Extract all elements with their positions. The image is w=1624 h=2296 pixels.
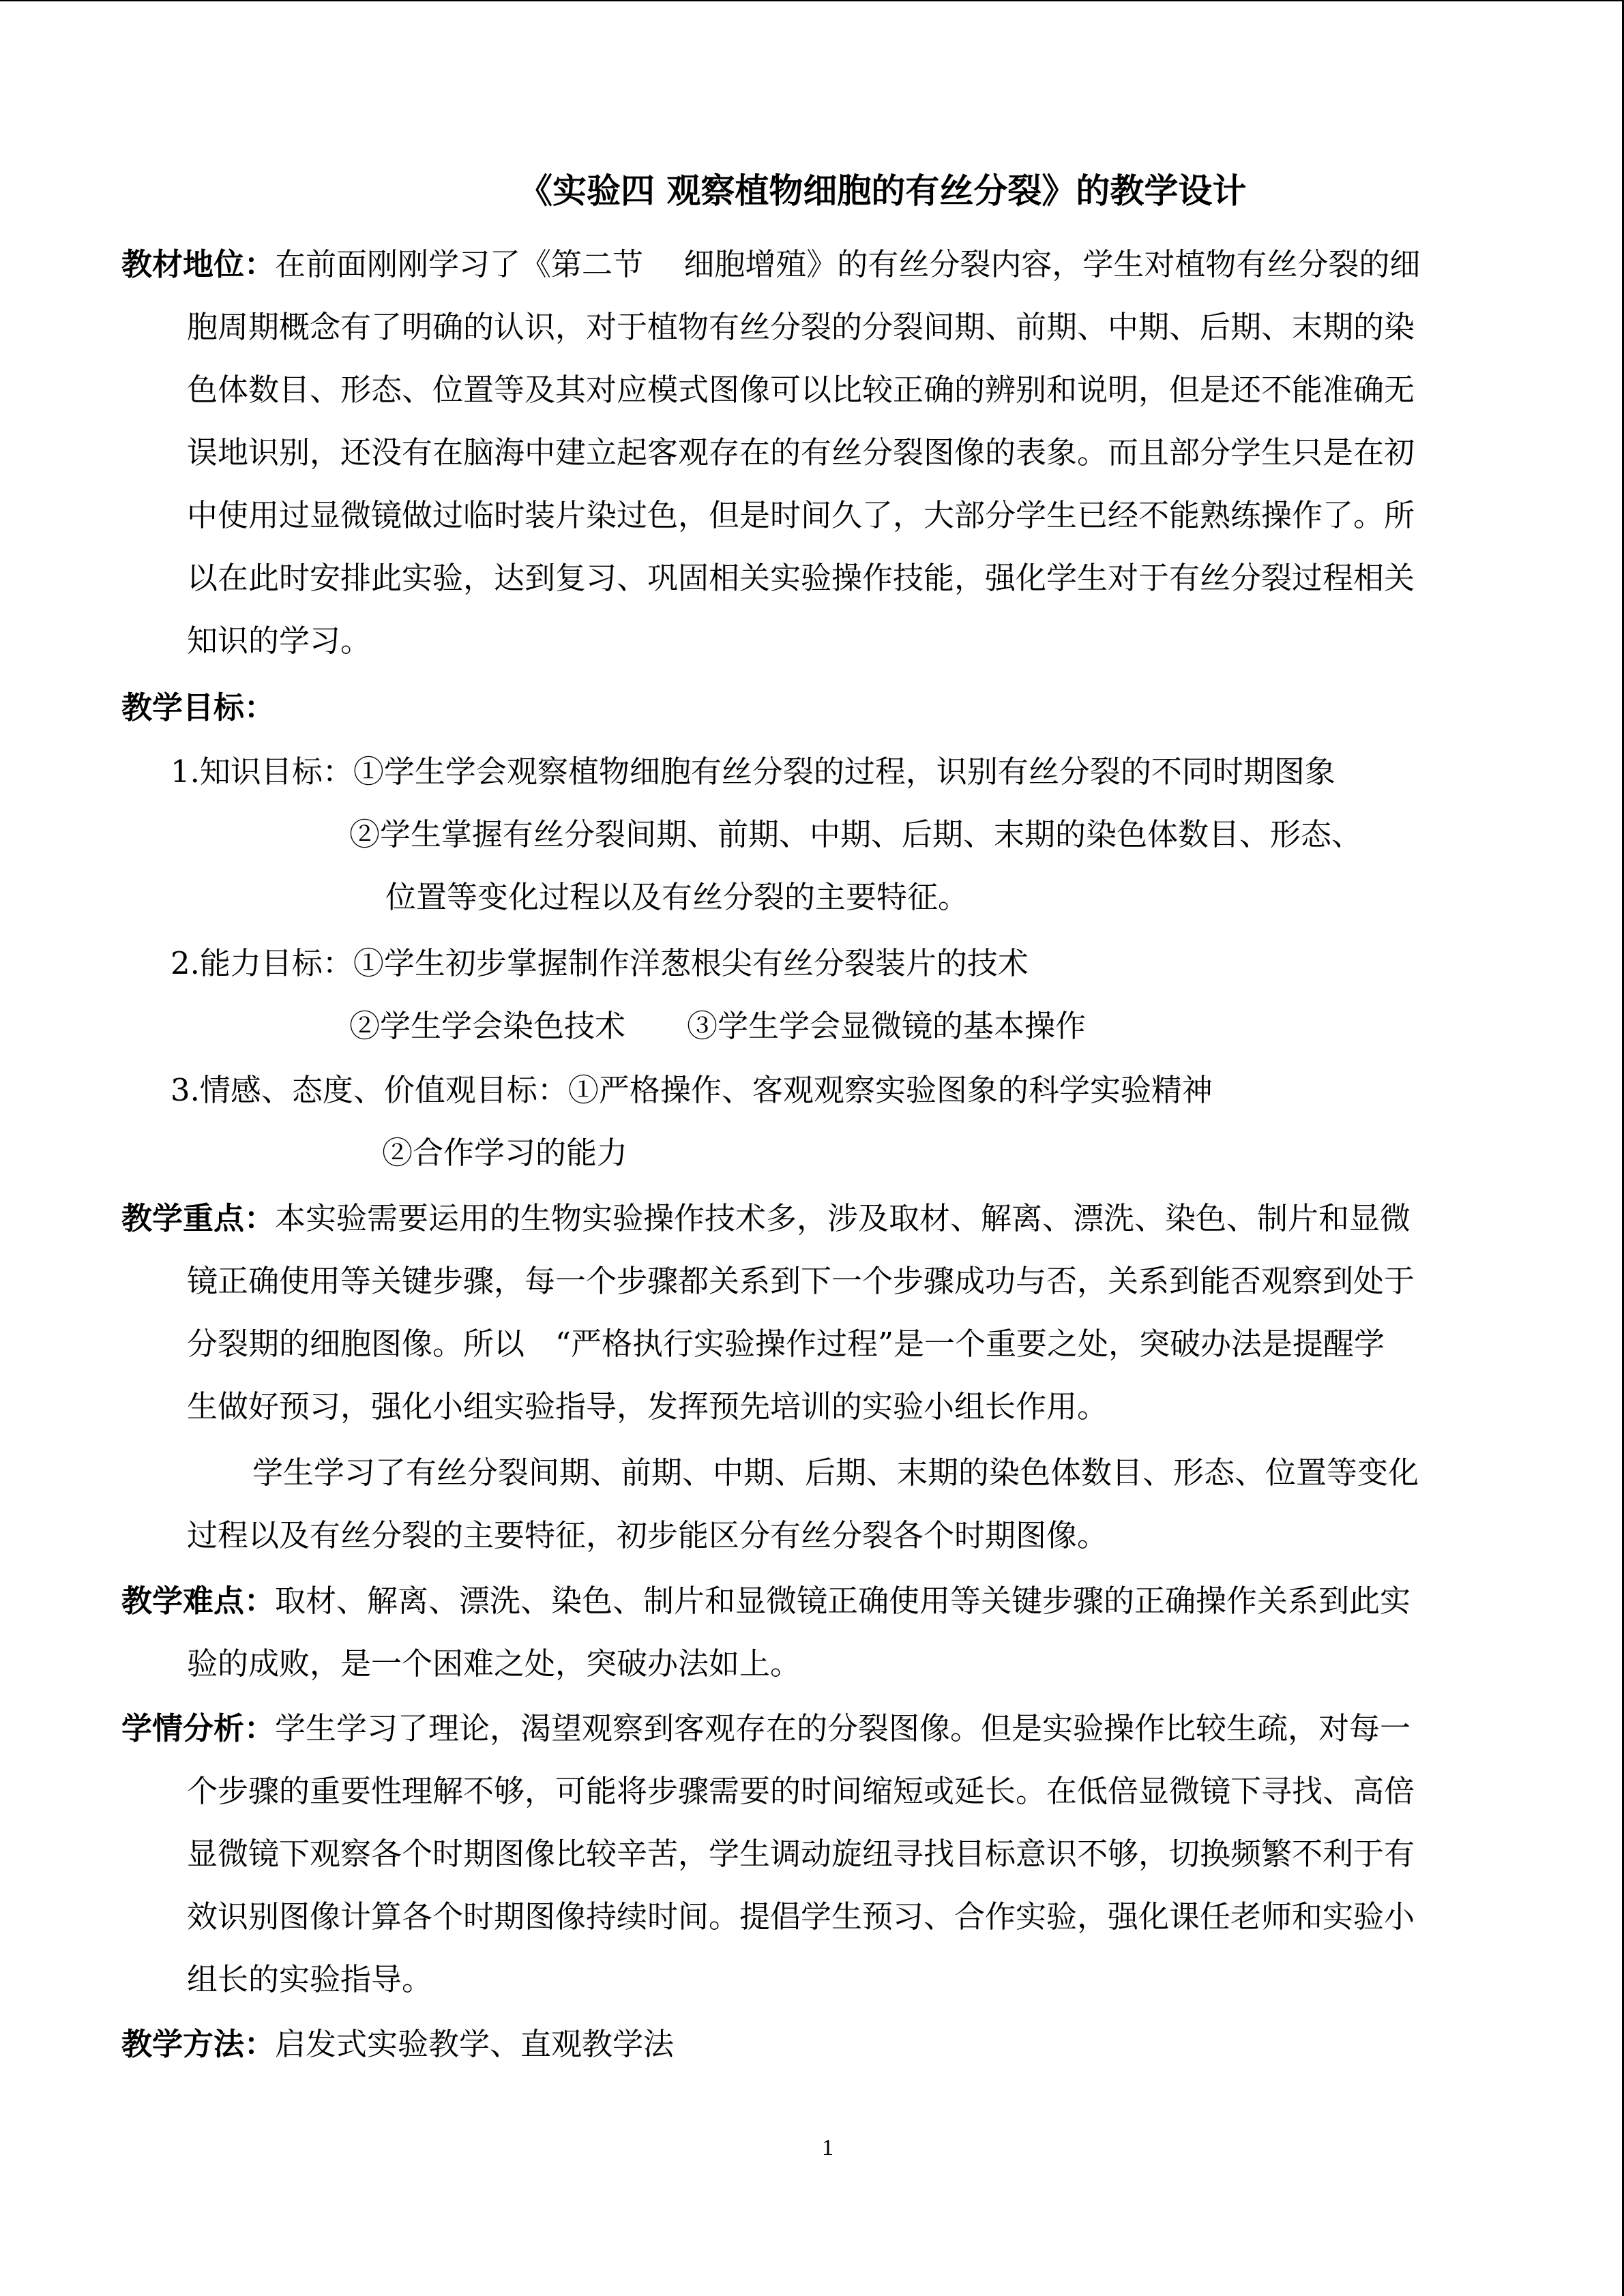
section-difficulties-label: 教学难点： [121,1583,276,1619]
section-keypoints-line-5: 学生学习了有丝分裂间期、前期、中期、后期、末期的染色体数目、形态、位置等变化 [252,1455,1419,1491]
section-keypoints-line-2: 镜正确使用等关键步骤，每一个步骤都关系到下一个步骤成功与否，关系到能否观察到处于 [187,1263,1415,1299]
section-keypoints-label: 教学重点： [121,1200,276,1236]
section-analysis-line-4: 效识别图像计算各个时期图像持续时间。提倡学生预习、合作实验，强化课任老师和实验小 [187,1898,1415,1935]
section-objectives-label: 教学目标： [121,689,276,726]
section-position-label: 教材地位： [121,246,276,282]
section-analysis-line-1: 学情分析：学生学习了理论，渴望观察到客观存在的分裂图像。但是实验操作比较生疏，对每一 [121,1710,1411,1746]
section-methods-line-1: 教学方法：启发式实验教学、直观教学法 [121,2026,675,2062]
section-position-line-7: 知识的学习。 [187,623,372,659]
section-position-line-6: 以在此时安排此实验，达到复习、巩固相关实验操作技能，强化学生对于有丝分裂过程相关 [187,560,1415,596]
objective-affect-1: 3.情感、态度、价值观目标：①严格操作、客观观察实验图象的科学实验精神 [171,1072,1213,1108]
section-analysis-line-3: 显微镜下观察各个时期图像比较辛苦，学生调动旋纽寻找目标意识不够，切换频繁不利于有 [187,1836,1415,1872]
objective-knowledge-2: ②学生掌握有丝分裂间期、前期、中期、后期、末期的染色体数目、形态、 [349,816,1363,852]
section-keypoints-line-1: 教学重点：本实验需要运用的生物实验操作技术多，涉及取材、解离、漂洗、染色、制片和显微 [121,1200,1411,1236]
document-title: 《实验四 观察植物细胞的有丝分裂》的教学设计 [518,170,1247,211]
section-position-line-1: 教材地位：在前面刚刚学习了《第二节 细胞增殖》的有丝分裂内容，学生对植物有丝分裂的细 [121,246,1421,282]
section-analysis-line-2: 个步骤的重要性理解不够，可能将步骤需要的时间缩短或延长。在低倍显微镜下寻找、高倍 [187,1773,1415,1809]
section-methods-label: 教学方法： [121,2026,276,2062]
section-position-line-4: 误地识别，还没有在脑海中建立起客观存在的有丝分裂图像的表象。而且部分学生只是在初 [187,434,1415,471]
section-analysis-line-5: 组长的实验指导。 [187,1961,433,1997]
section-keypoints-line-3: 分裂期的细胞图像。所以 “严格执行实验操作过程”是一个重要之处，突破办法是提醒学 [187,1326,1385,1362]
section-position-line-5: 中使用过显微镜做过临时装片染过色，但是时间久了，大部分学生已经不能熟练操作了。所 [187,497,1415,533]
objective-ability-2: ②学生学会染色技术 ③学生学会显微镜的基本操作 [349,1008,1087,1044]
section-keypoints-line-6: 过程以及有丝分裂的主要特征，初步能区分有丝分裂各个时期图像。 [187,1517,1108,1553]
section-difficulties-line-1: 教学难点：取材、解离、漂洗、染色、制片和显微镜正确使用等关键步骤的正确操作关系到此实 [121,1583,1411,1619]
objective-ability-1: 2.能力目标：①学生初步掌握制作洋葱根尖有丝分裂装片的技术 [171,945,1029,981]
section-analysis-label: 学情分析： [121,1710,276,1746]
objective-knowledge-1: 1.知识目标：①学生学会观察植物细胞有丝分裂的过程，识别有丝分裂的不同时期图象 [171,754,1335,790]
page-border-top [0,0,1624,1]
page-number: 1 [822,2135,833,2160]
section-difficulties-line-2: 验的成败，是一个困难之处，突破办法如上。 [187,1645,801,1682]
section-position-line-2: 胞周期概念有了明确的认识，对于植物有丝分裂的分裂间期、前期、中期、后期、末期的染 [187,309,1415,345]
section-keypoints-line-4: 生做好预习，强化小组实验指导，发挥预先培训的实验小组长作用。 [187,1388,1108,1425]
section-position-line-3: 色体数目、形态、位置等及其对应模式图像可以比较正确的辨别和说明，但是还不能准确无 [187,372,1415,408]
objective-knowledge-3: 位置等变化过程以及有丝分裂的主要特征。 [385,879,969,915]
objective-affect-2: ②合作学习的能力 [382,1135,628,1171]
